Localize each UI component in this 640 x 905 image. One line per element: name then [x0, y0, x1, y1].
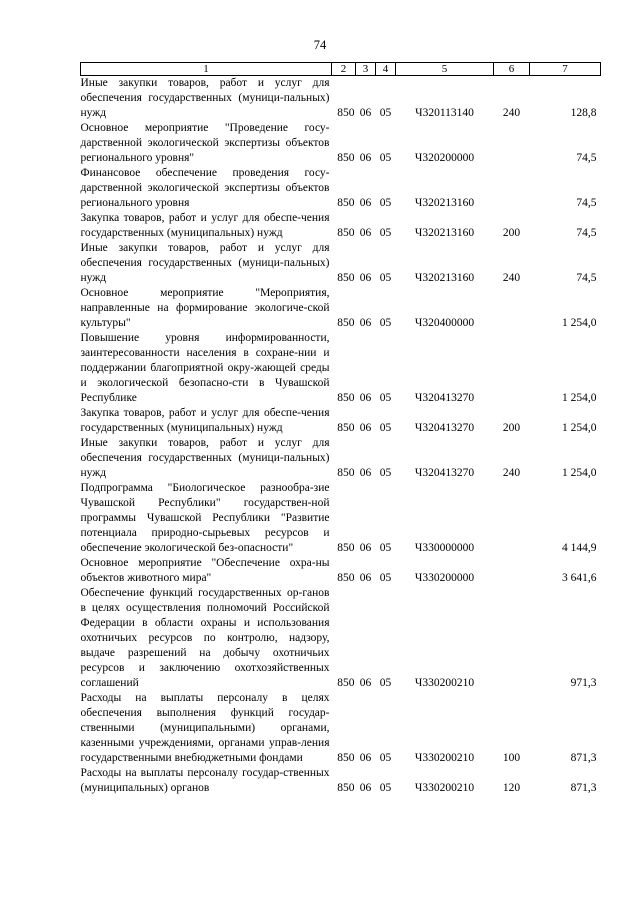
row-description: Закупка товаров, работ и услуг для обеспе-чения государственных (муниципальных) нужд: [80, 212, 330, 239]
row-description: Повышение уровня информированности, заинтересованности населения в сохране-нии и поддержании благоприятной окру-жающей среды и экологической безопасно-сти в Чувашской Республике: [80, 332, 330, 404]
table-row: [81, 556, 601, 586]
row-expense-type: [494, 586, 530, 691]
row-section-code: 06: [359, 392, 372, 404]
row-section-code: 06: [359, 317, 372, 329]
row-expense-type: [494, 556, 530, 586]
row-amount: 128,8: [570, 107, 597, 119]
row-expense-type: [494, 286, 530, 331]
header-col-7: 7: [530, 63, 601, 76]
table-row: [81, 76, 601, 122]
row-amount: 971,3: [570, 677, 597, 689]
row-grbs-code: 850: [337, 677, 355, 689]
row-description: Иные закупки товаров, работ и услуг для обеспечения государственных (муници-пальных) нужд: [80, 77, 330, 119]
row-description: Финансовое обеспечение проведения госу-дарственной экологической экспертизы объектов регионального уровня: [80, 167, 330, 209]
row-section-code: 06: [359, 272, 372, 284]
row-expense-type: [494, 121, 530, 166]
table-body: [81, 76, 601, 797]
page-number: 74: [313, 38, 327, 52]
header-col-1: 1: [81, 63, 332, 76]
row-expense-type: [494, 166, 530, 211]
row-expense-type: 100: [502, 752, 521, 764]
table-row: [81, 691, 601, 766]
row-description: Основное мероприятие "Мероприятия, направленные на формирование экологиче-ской культуры": [80, 287, 330, 329]
row-grbs-code: 850: [337, 272, 355, 284]
row-amount: 74,5: [576, 152, 597, 164]
row-section-code: 06: [359, 107, 372, 119]
header-col-3: 3: [356, 63, 376, 76]
row-subsection-code: 05: [379, 227, 392, 239]
row-expense-type: 120: [502, 782, 521, 794]
row-section-code: 06: [359, 542, 372, 554]
row-grbs-code: 850: [337, 317, 355, 329]
row-target-article: Ч320213160: [414, 197, 475, 209]
row-target-article: Ч320413270: [414, 422, 475, 434]
row-target-article: Ч320213160: [414, 272, 475, 284]
row-target-article: Ч320413270: [414, 392, 475, 404]
row-subsection-code: 05: [379, 152, 392, 164]
row-expense-type: 240: [502, 272, 521, 284]
row-grbs-code: 850: [337, 152, 355, 164]
row-target-article: Ч320113140: [415, 107, 474, 119]
row-grbs-code: 850: [337, 107, 355, 119]
table-row: [81, 586, 601, 691]
row-grbs-code: 850: [337, 752, 355, 764]
table-row: [81, 406, 601, 436]
row-amount: 74,5: [576, 272, 597, 284]
row-subsection-code: 05: [379, 272, 392, 284]
row-target-article: Ч320400000: [414, 317, 475, 329]
row-description: Иные закупки товаров, работ и услуг для обеспечения государственных (муници-пальных) нужд: [80, 437, 330, 479]
row-subsection-code: 05: [379, 107, 392, 119]
row-subsection-code: 05: [379, 542, 392, 554]
row-grbs-code: 850: [337, 197, 355, 209]
row-section-code: 06: [359, 677, 372, 689]
row-expense-type: [494, 481, 530, 556]
row-amount: 1 254,0: [562, 392, 597, 404]
table-row: [81, 166, 601, 211]
row-subsection-code: 05: [379, 317, 392, 329]
row-expense-type: 200: [502, 422, 521, 434]
row-amount: 74,5: [576, 227, 597, 239]
header-col-2: 2: [332, 63, 356, 76]
row-section-code: 06: [359, 197, 372, 209]
table-row: [81, 331, 601, 406]
table-row: [81, 436, 601, 481]
row-grbs-code: 850: [337, 782, 355, 794]
header-col-5: 5: [396, 63, 494, 76]
row-subsection-code: 05: [379, 572, 392, 584]
table-row: [81, 241, 601, 286]
table-row: [81, 766, 601, 796]
row-amount: 1 254,0: [562, 317, 597, 329]
row-amount: 74,5: [576, 197, 597, 209]
row-grbs-code: 850: [337, 467, 355, 479]
row-section-code: 06: [359, 572, 372, 584]
row-grbs-code: 850: [337, 422, 355, 434]
row-section-code: 06: [359, 782, 372, 794]
row-target-article: Ч330000000: [414, 542, 475, 554]
row-grbs-code: 850: [337, 392, 355, 404]
budget-table: [80, 62, 601, 796]
row-description: Закупка товаров, работ и услуг для обеспе-чения государственных (муниципальных) нужд: [80, 407, 330, 434]
header-row: [81, 63, 601, 76]
row-subsection-code: 05: [379, 782, 392, 794]
row-description: Основное мероприятие "Проведение госу-дарственной экологической экспертизы объектов регионального уровня": [80, 122, 330, 164]
row-grbs-code: 850: [337, 227, 355, 239]
row-description: Иные закупки товаров, работ и услуг для обеспечения государственных (муници-пальных) нужд: [80, 242, 330, 284]
row-subsection-code: 05: [379, 197, 392, 209]
row-expense-type: 240: [502, 467, 521, 479]
row-target-article: Ч330200210: [414, 782, 475, 794]
row-subsection-code: 05: [379, 392, 392, 404]
table-row: [81, 286, 601, 331]
row-section-code: 06: [359, 467, 372, 479]
row-target-article: Ч330200000: [414, 572, 475, 584]
row-expense-type: [494, 331, 530, 406]
row-description: Расходы на выплаты персоналу государ-ственных (муниципальных) органов: [80, 767, 330, 794]
row-description: Расходы на выплаты персоналу в целях обеспечения выполнения функций государ-ственными (муниципальными) органами, казенными учреждениями, органами управ-ления государственными внебюджетными фондами: [80, 692, 330, 764]
row-description: Обеспечение функций государственных ор-ганов в целях осуществления полномочий Российской Федерации в области охраны и использования охотничьих ресурсов по контролю, надзору, выдаче разрешений на добычу охотничьих ресурсов и заключению охотхозяйственных соглашений: [80, 587, 330, 689]
row-description: Основное мероприятие "Обеспечение охра-ны объектов животного мира": [80, 557, 330, 584]
row-subsection-code: 05: [379, 752, 392, 764]
row-section-code: 06: [359, 227, 372, 239]
row-subsection-code: 05: [379, 422, 392, 434]
header-col-6: 6: [494, 63, 530, 76]
row-expense-type: 240: [502, 107, 521, 119]
row-section-code: 06: [359, 422, 372, 434]
row-amount: 1 254,0: [562, 422, 597, 434]
row-grbs-code: 850: [337, 542, 355, 554]
row-description: Подпрограмма "Биологическое разнообра-зие Чувашской Республики" государствен-ной программы Чувашской Республики "Развитие потенциала природно-сырьевых ресурсов и обеспечение экологической без-опасности": [80, 482, 330, 554]
table-row: [81, 211, 601, 241]
row-amount: 871,3: [570, 782, 597, 794]
row-expense-type: 200: [502, 227, 521, 239]
row-section-code: 06: [359, 752, 372, 764]
row-subsection-code: 05: [379, 467, 392, 479]
header-col-4: 4: [376, 63, 396, 76]
table-row: [81, 121, 601, 166]
row-amount: 1 254,0: [562, 467, 597, 479]
row-target-article: Ч320413270: [414, 467, 475, 479]
table-row: [81, 481, 601, 556]
row-amount: 871,3: [570, 752, 597, 764]
row-target-article: Ч330200210: [414, 677, 475, 689]
row-target-article: Ч320213160: [414, 227, 475, 239]
row-target-article: Ч330200210: [414, 752, 475, 764]
table-header: [81, 63, 601, 76]
row-grbs-code: 850: [337, 572, 355, 584]
row-amount: 4 144,9: [562, 542, 597, 554]
row-target-article: Ч320200000: [414, 152, 475, 164]
row-subsection-code: 05: [379, 677, 392, 689]
row-amount: 3 641,6: [562, 572, 597, 584]
row-section-code: 06: [359, 152, 372, 164]
